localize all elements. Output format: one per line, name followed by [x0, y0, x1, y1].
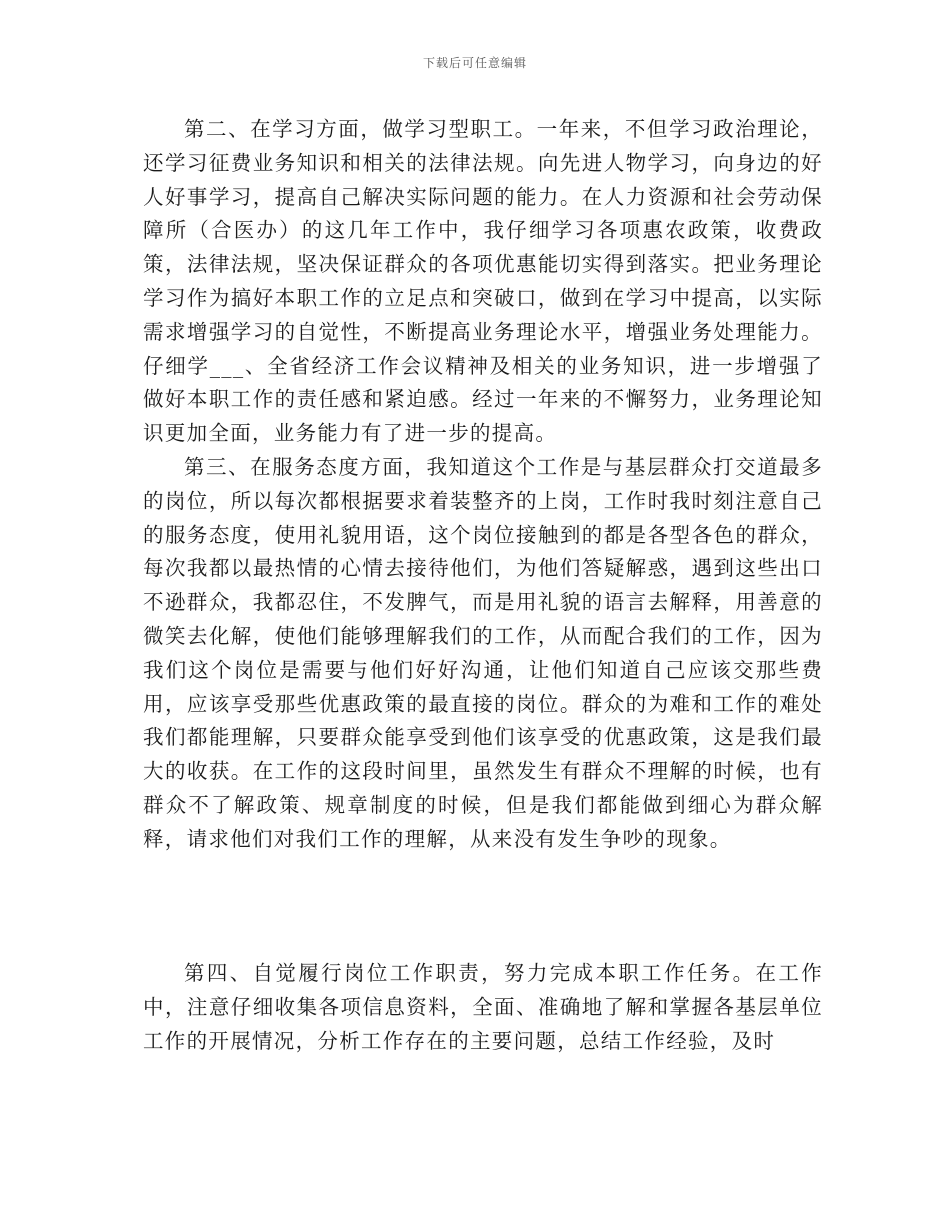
page-header-note: 下载后可任意编辑 — [422, 56, 527, 70]
paragraph-study: 第二、在学习方面，做学习型职工。一年来，不但学习政治理论，还学习征费业务知识和相关的法律法规。向先进人物学习，向身边的好人好事学习，提高自己解决实际问题的能力。在人力资源和社会劳动保障所（合医办）的这几年工作中，我仔细学习各项惠农政策，收费政策，法律法规，坚决保证群众的各项优惠能切实得到落实。把业务理论学习作为搞好本职工作的立足点和突破口，做到在学习中提高，以实际需求增强学习的自觉性，不断提高业务理论水平，增强业务处理能力。仔细学___、全省经济工作会议精神及相关的业务知识，进一步增强了做好本职工作的责任感和紧迫感。经过一年来的不懈努力，业务理论知识更加全面，业务能力有了进一步的提高。 — [143, 117, 823, 446]
paragraph-service-attitude: 第三、在服务态度方面，我知道这个工作是与基层群众打交道最多的岗位，所以每次都根据要求着装整齐的上岗，工作时我时刻注意自己的服务态度，使用礼貌用语，这个岗位接触到的都是各型各色的群众，每次我都以最热情的心情去接待他们，为他们答疑解惑，遇到这些出口不逊群众，我都忍住，不发脾气，而是用礼貌的语言去解释，用善意的微笑去化解，使他们能够理解我们的工作，从而配合我们的工作，因为我们这个岗位是需要与他们好好沟通，让他们知道自己应该交那些费用，应该享受那些优惠政策的最直接的岗位。群众的为难和工作的难处我们都能理解，只要群众能享受到他们该享受的优惠政策，这是我们最大的收获。在工作的这段时间里，虽然发生有群众不理解的时候，也有群众不了解政策、规章制度的时候，但是我们都能做到细心为群众解释，请求他们对我们工作的理解，从来没有发生争吵的现象。 — [143, 455, 823, 851]
paragraph-duties: 第四、自觉履行岗位工作职责，努力完成本职工作任务。在工作中，注意仔细收集各项信息资料，全面、准确地了解和掌握各基层单位工作的开展情况，分析工作存在的主要问题，总结工作经验，及时 — [143, 961, 823, 1053]
